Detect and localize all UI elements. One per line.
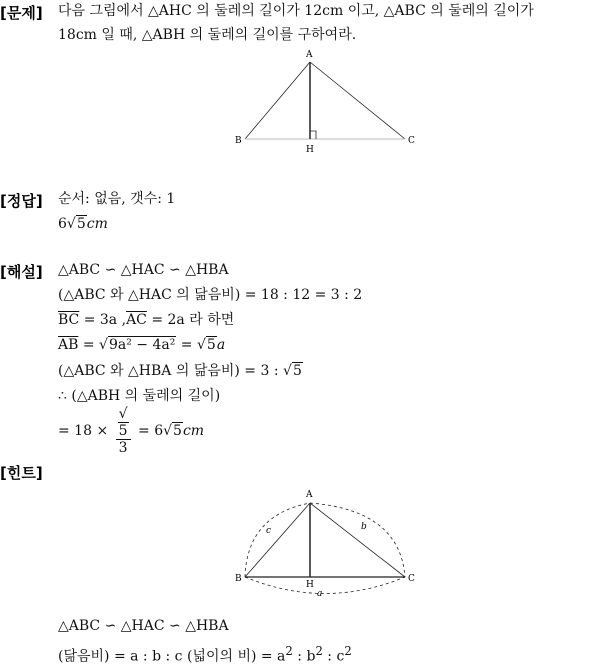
triangle-figure-1 xyxy=(225,45,425,155)
fraction: √ 5 3 xyxy=(116,406,131,456)
hint-line-1: △ABC ∽ △HAC ∽ △HBA xyxy=(58,618,229,634)
hint-label: [힌트] xyxy=(0,464,43,482)
side-a-label: a xyxy=(317,589,323,599)
answer-line-1: 순서: 없음, 갯수: 1 xyxy=(58,191,176,207)
explanation-line-6: ∴ (△ABH 의 둘레의 길이) xyxy=(58,388,221,404)
explanation-label: [해설] xyxy=(0,263,43,281)
explanation-line-2: (△ABC 와 △HAC 의 닮음비) = 18 : 12 = 3 : 2 xyxy=(58,287,363,303)
triangle-figure-2 xyxy=(225,485,425,600)
answer-label: [정답] xyxy=(0,192,43,210)
vertex-c-label: C xyxy=(408,574,415,584)
vertex-h-label: H xyxy=(306,580,314,590)
explanation-line-3: $\overline{BC} = 3a$ $,\overline{AC} = 2a$ 라 하면 xyxy=(58,312,235,328)
explanation-line-4: $\overline{AB} = √9a^2 - 4a^2 = √5a$ xyxy=(58,337,226,353)
vertex-a-label: A xyxy=(306,490,313,500)
problem-label: [문제] xyxy=(0,4,43,22)
vertex-a-label: A xyxy=(306,50,313,60)
vertex-b-label: B xyxy=(235,136,242,146)
explanation-line-1: △ABC ∽ △HAC ∽ △HBA xyxy=(58,262,229,278)
problem-line-1: 다음 그림에서 △AHC 의 둘레의 길이가 12cm 이고, △ABC 의 둘레의 길이가 xyxy=(58,3,534,19)
side-c-label: c xyxy=(266,526,272,536)
explanation-line-5: (△ABC 와 △HBA 의 닮음비) = 3 : √5 xyxy=(58,363,302,379)
hint-line-2: (닮음비) = a : b : c (넓이의 비) = $a^2$ : $b^2$ : $c^2$ xyxy=(58,644,352,665)
explanation-line-7: = 18 × √ 5 3 = 6√5cm xyxy=(58,406,205,456)
answer-line-2: 6√5cm xyxy=(58,216,108,232)
vertex-c-label: C xyxy=(408,136,415,146)
problem-line-2: 18cm 일 때, △ABH 의 둘레의 길이를 구하여라. xyxy=(58,27,357,43)
vertex-h-label: H xyxy=(306,145,314,155)
vertex-b-label: B xyxy=(235,574,242,584)
side-b-label: b xyxy=(361,522,367,532)
